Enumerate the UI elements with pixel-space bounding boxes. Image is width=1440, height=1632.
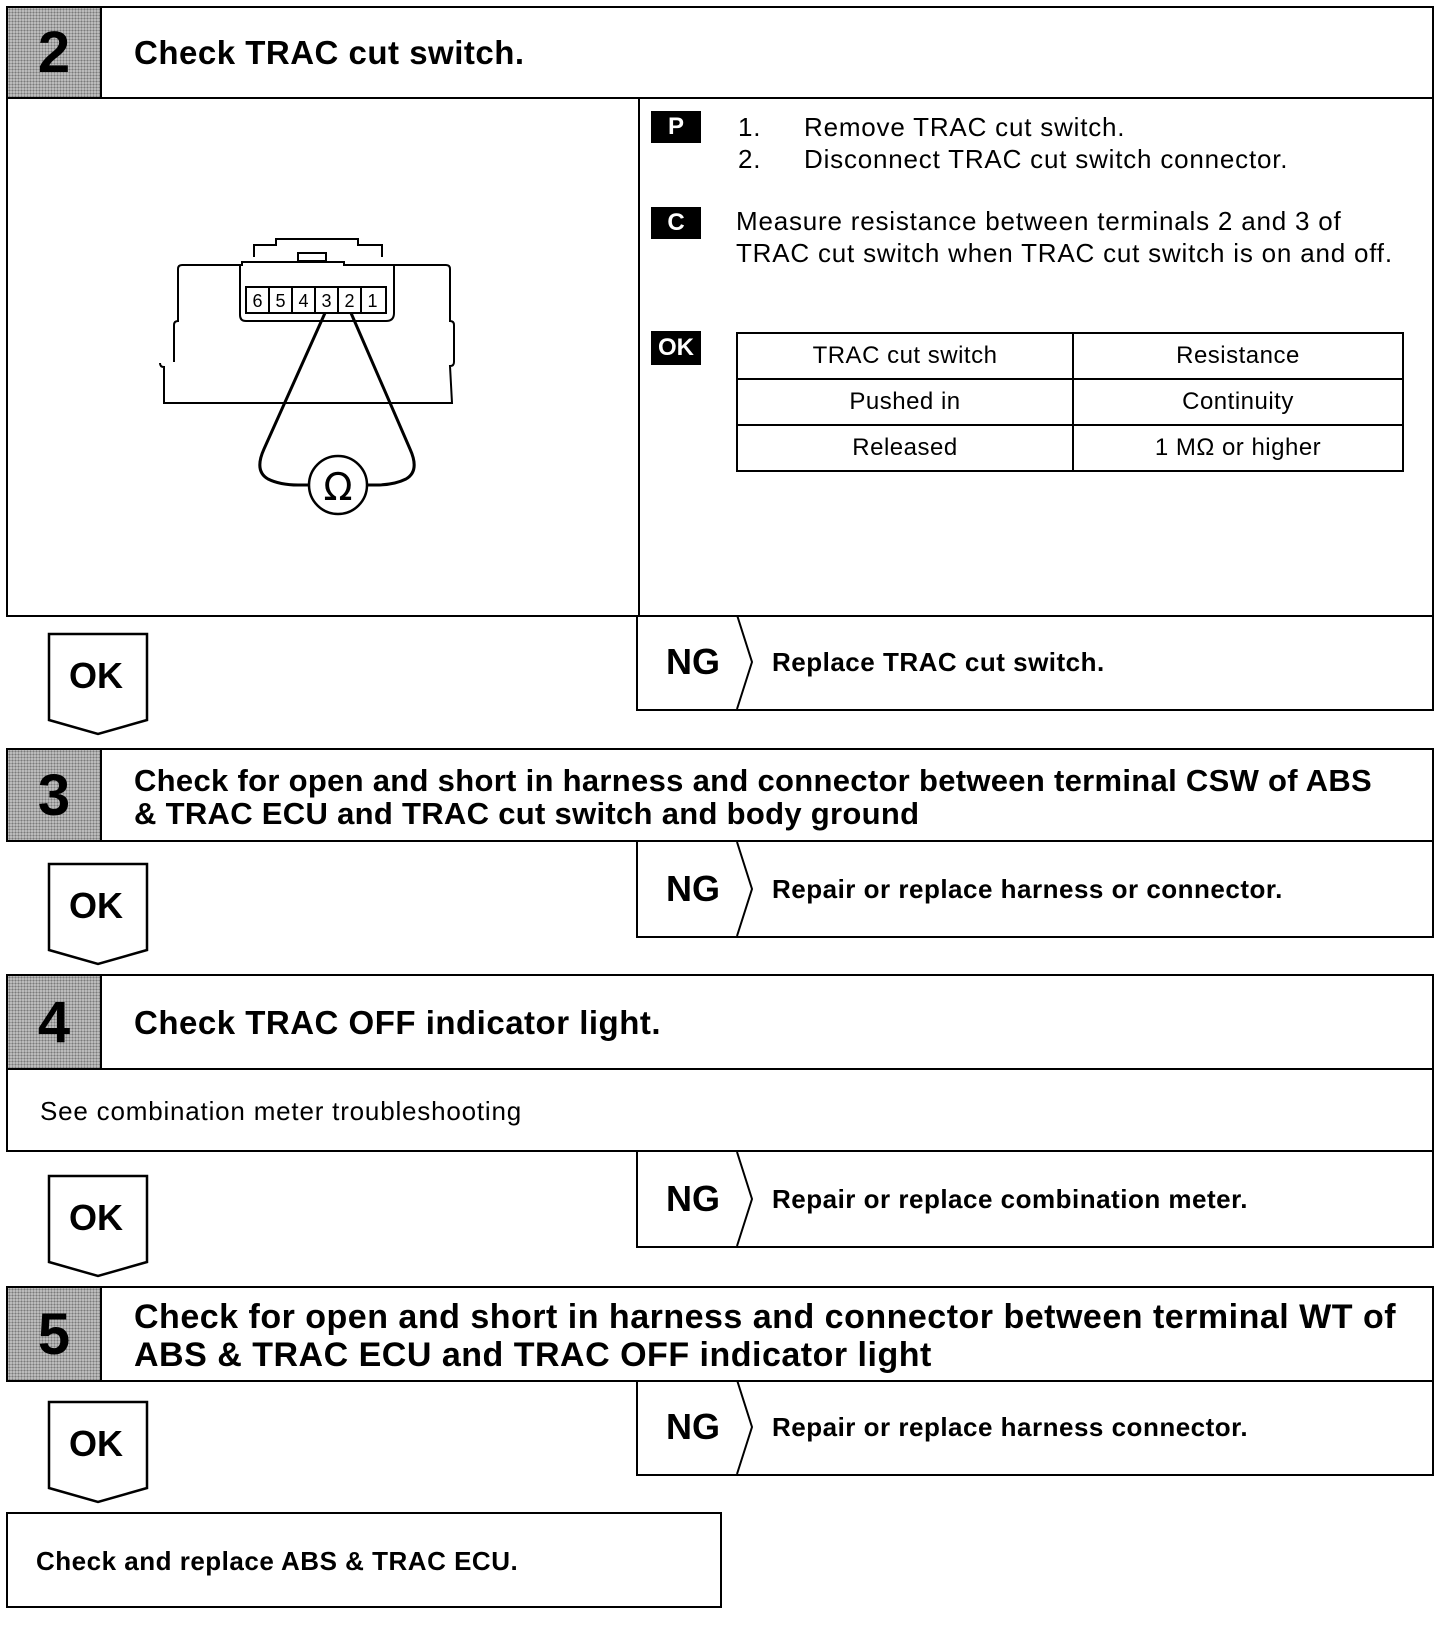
table-header-resistance: Resistance [1073,333,1403,379]
step5-number: 5 [8,1288,102,1380]
table-cell: Pushed in [737,379,1073,425]
step3-number: 3 [8,750,102,840]
ok-tag: OK [651,331,701,365]
connector-housing [160,262,454,403]
p-step-1-text: Remove TRAC cut switch. [804,112,1126,142]
table-row [737,379,1403,425]
step4-header [6,974,1434,1070]
p-step-2-num: 2. [738,144,762,174]
p-step-1 [738,111,1125,143]
step5-ok-arrow [46,1400,150,1504]
step5-title-line1: Check for open and short in harness and connector between terminal WT of [134,1298,1397,1336]
step3-ok-arrow [46,862,150,966]
step2-title: Check TRAC cut switch. [134,34,525,71]
ng-chevron [736,1380,756,1474]
step5-header [6,1286,1434,1382]
pin-6: 6 [252,291,263,311]
final-action-text: Check and replace ABS & TRAC ECU. [36,1546,519,1576]
step5-title-line2: ABS & TRAC ECU and TRAC OFF indicator light [134,1336,932,1374]
table-header-switch: TRAC cut switch [737,333,1073,379]
step3-title-line2: & TRAC ECU and TRAC cut switch and body ground [134,796,920,831]
table-header-row [737,333,1403,379]
c-tag: C [651,207,701,239]
step2-number: 2 [8,8,102,97]
pin-4: 4 [298,291,309,311]
step4-title: Check TRAC OFF indicator light. [134,1003,662,1041]
step5-title [102,1288,1396,1380]
step5-ng-text: Repair or replace harness connector. [772,1412,1249,1442]
step5-ng-label: NG [666,1406,720,1447]
connector-illustration [158,217,488,597]
step2-ng-row [636,615,1434,711]
step2-header [6,6,1434,99]
step2-ng-label: NG [666,641,720,682]
step4-ng-text: Repair or replace combination meter. [772,1184,1249,1214]
p-tag: P [651,111,701,143]
step3-title-line1: Check for open and short in harness and connector between terminal CSW of ABS [134,763,1373,798]
p-step-2 [738,143,1288,175]
table-cell: Released [737,425,1073,471]
table-cell: Continuity [1073,379,1403,425]
ng-chevron [736,842,756,936]
final-action-box [6,1512,722,1608]
step4-number: 4 [8,976,102,1068]
table-row [737,425,1403,471]
pin-1: 1 [367,291,378,311]
p-step-2-text: Disconnect TRAC cut switch connector. [804,144,1289,174]
step4-ok-label: OK [69,1197,123,1238]
ng-chevron [736,1152,756,1246]
step5-ok-label: OK [69,1423,123,1464]
step3-header [6,748,1434,842]
step5-ng-row [636,1380,1434,1476]
step3-ng-text: Repair or replace harness or connector. [772,874,1283,904]
ohm-symbol: Ω [323,465,353,509]
step4-ng-label: NG [666,1178,720,1219]
pin-3: 3 [321,291,332,311]
ohmmeter-icon [309,456,367,514]
step2-divider [638,97,640,615]
step4-body [6,1068,1434,1152]
p-step-1-num: 1. [738,112,762,142]
step3-title [102,750,1372,840]
connector-pins [246,287,386,313]
pin-5: 5 [275,291,286,311]
step2-body [6,97,1434,617]
step3-ng-label: NG [666,868,720,909]
c-instruction: Measure resistance between terminals 2 and 3 of TRAC cut switch when TRAC cut switch is on and off. [736,206,1393,268]
pin-2: 2 [344,291,355,311]
table-cell: 1 MΩ or higher [1073,425,1403,471]
step4-ng-row [636,1152,1434,1248]
step4-body-text: See combination meter troubleshooting [40,1096,522,1126]
step3-ng-row [636,842,1434,938]
step2-ng-text: Replace TRAC cut switch. [772,647,1105,677]
step2-ok-arrow [46,632,150,736]
step2-ok-label: OK [69,655,123,696]
step4-ok-arrow [46,1174,150,1278]
ng-chevron [736,615,756,709]
resistance-table [736,332,1404,472]
step3-ok-label: OK [69,885,123,926]
